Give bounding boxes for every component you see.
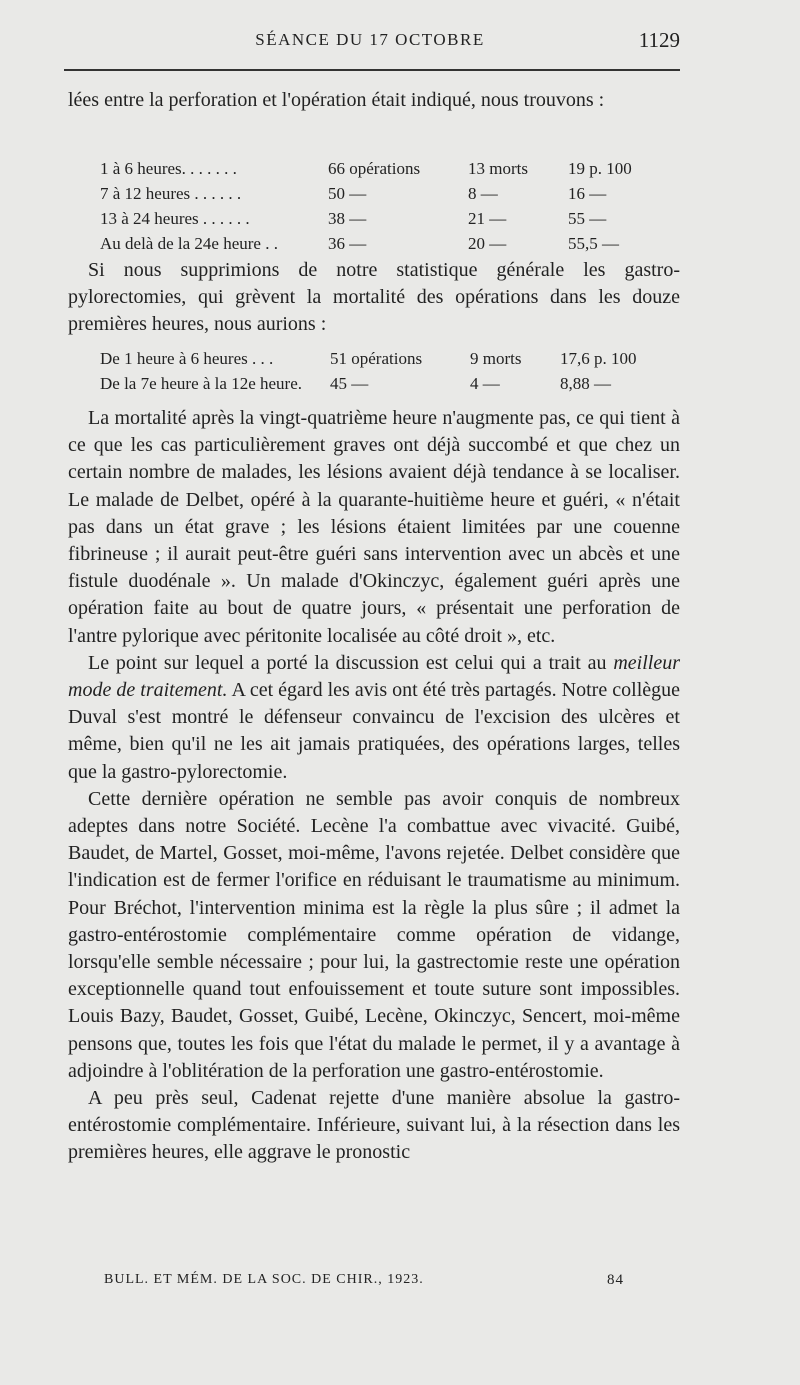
page-number: 1129 (638, 28, 680, 52)
cell-ops: 50 — (328, 183, 367, 203)
table-row (100, 156, 678, 181)
header-title: SÉANCE DU 17 OCTOBRE (255, 30, 485, 49)
paragraph: Si nous supprimions de notre statistique générale les gastro-pylorectomies, qui grèvent la mortalité des opérations dans les douze premières heures, nous aurions : (68, 259, 680, 336)
cell-label: 1 à 6 heures. . . . . . . (100, 158, 237, 178)
cell-deaths: 8 — (468, 183, 498, 203)
emphasis-text: meilleur mode de traitement. (68, 651, 680, 702)
cell-pct: 55,5 — (568, 233, 619, 253)
cell-label: De 1 heure à 6 heures . . . (100, 348, 274, 368)
cell-deaths: 9 morts (470, 348, 522, 368)
cell-deaths: 13 morts (468, 158, 528, 178)
cell-ops: 38 — (328, 208, 367, 228)
table-row (100, 181, 678, 206)
paragraph (68, 650, 680, 786)
cell-deaths: 4 — (470, 373, 500, 393)
cell-pct: 55 — (568, 208, 607, 228)
cell-ops: 51 opérations (330, 348, 423, 368)
paragraph-stats (68, 257, 680, 339)
stats-table-2 (100, 346, 680, 396)
cell-ops: 66 opérations (328, 158, 421, 178)
footer-reference: BULL. ET MÉM. DE LA SOC. DE CHIR., 1923. (104, 1272, 424, 1287)
text-run: A cet égard les avis ont été très partagés. Notre collègue Duval s'est montré le défenseur convaincu de l'excision des ulcères et même, bien qu'il ne les ait jamais pratiquées, des opérations larges, telles que la gastro-pylorectomie. (68, 679, 681, 783)
cell-label: Au delà de la 24e heure . . (100, 233, 278, 253)
header-rule (64, 69, 680, 71)
stats-table-1 (100, 156, 678, 256)
paragraph: A peu près seul, Cadenat rejette d'une manière absolue la gastro-entérostomie complémentaire. Inférieure, suivant lui, à la résection dans les premières heures, elle aggrave le pronostic (68, 1087, 680, 1164)
running-header (60, 30, 680, 56)
signature-mark: 84 (607, 1272, 624, 1288)
paragraph: Cette dernière opération ne semble pas avoir conquis de nombreux adeptes dans notre Société. Lecène l'a combattue avec vivacité. Guibé, Baudet, de Martel, Gosset, moi-même, l'avons rejetée. Delbet considère que l'indication est de fermer l'orifice en réduisant le traumatisme au minimum. Pour Bréchot, l'intervention minima est la règle la plus sûre ; il admet la gastro-entérostomie complémentaire comme opération de vidange, lorsqu'elle semble nécessaire ; pour lui, la gastrectomie reste une opération exceptionnelle quand tout enfouissement et toute suture sont impossibles. Louis Bazy, Baudet, Gosset, Guibé, Lecène, Okinczyc, Sencert, moi-même pensons que, toutes les fois que l'état du malade le permet, il y a avantage à adjoindre à l'oblitération de la perforation une gastro-entérostomie. (68, 787, 680, 1082)
intro-paragraph: lées entre la perforation et l'opération était indiqué, nous trouvons : (68, 89, 605, 111)
intro-text (68, 88, 680, 113)
page-footer (104, 1272, 624, 1292)
cell-pct: 17,6 p. 100 (560, 348, 637, 368)
table-row (100, 231, 678, 256)
cell-label: 7 à 12 heures . . . . . . (100, 183, 242, 203)
cell-ops: 45 — (330, 373, 369, 393)
cell-pct: 19 p. 100 (568, 158, 632, 178)
cell-deaths: 21 — (468, 208, 507, 228)
cell-deaths: 20 — (468, 233, 507, 253)
table-row (100, 346, 680, 371)
table-row (100, 206, 678, 231)
cell-pct: 8,88 — (560, 373, 611, 393)
paragraph: La mortalité après la vingt-quatrième heure n'augmente pas, ce qui tient à ce que les cas particulièrement graves ont déjà succombé et que chez un certain nombre de malades, les lésions avaient déjà tendance à se localiser. Le malade de Delbet, opéré à la quarante-huitième heure et guéri, « n'était pas dans un état grave ; les lésions étaient limitées par une couenne fibrineuse ; il aurait peut-être guéri sans intervention avec un abcès et une fistule duodénale ». Un malade d'Okinczyc, également guéri après une opération faite au bout de quatre jours, « présentait une perforation de l'antre pylorique avec péritonite localisée au côté droit », etc. (68, 407, 680, 647)
text-run: Le point sur lequel a porté la discussion est celui qui a trait au (88, 651, 607, 674)
cell-pct: 16 — (568, 183, 607, 203)
cell-ops: 36 — (328, 233, 367, 253)
cell-label: De la 7e heure à la 12e heure. (100, 373, 302, 393)
table-row (100, 371, 680, 396)
cell-label: 13 à 24 heures . . . . . . (100, 208, 250, 228)
body-text (68, 405, 680, 1167)
